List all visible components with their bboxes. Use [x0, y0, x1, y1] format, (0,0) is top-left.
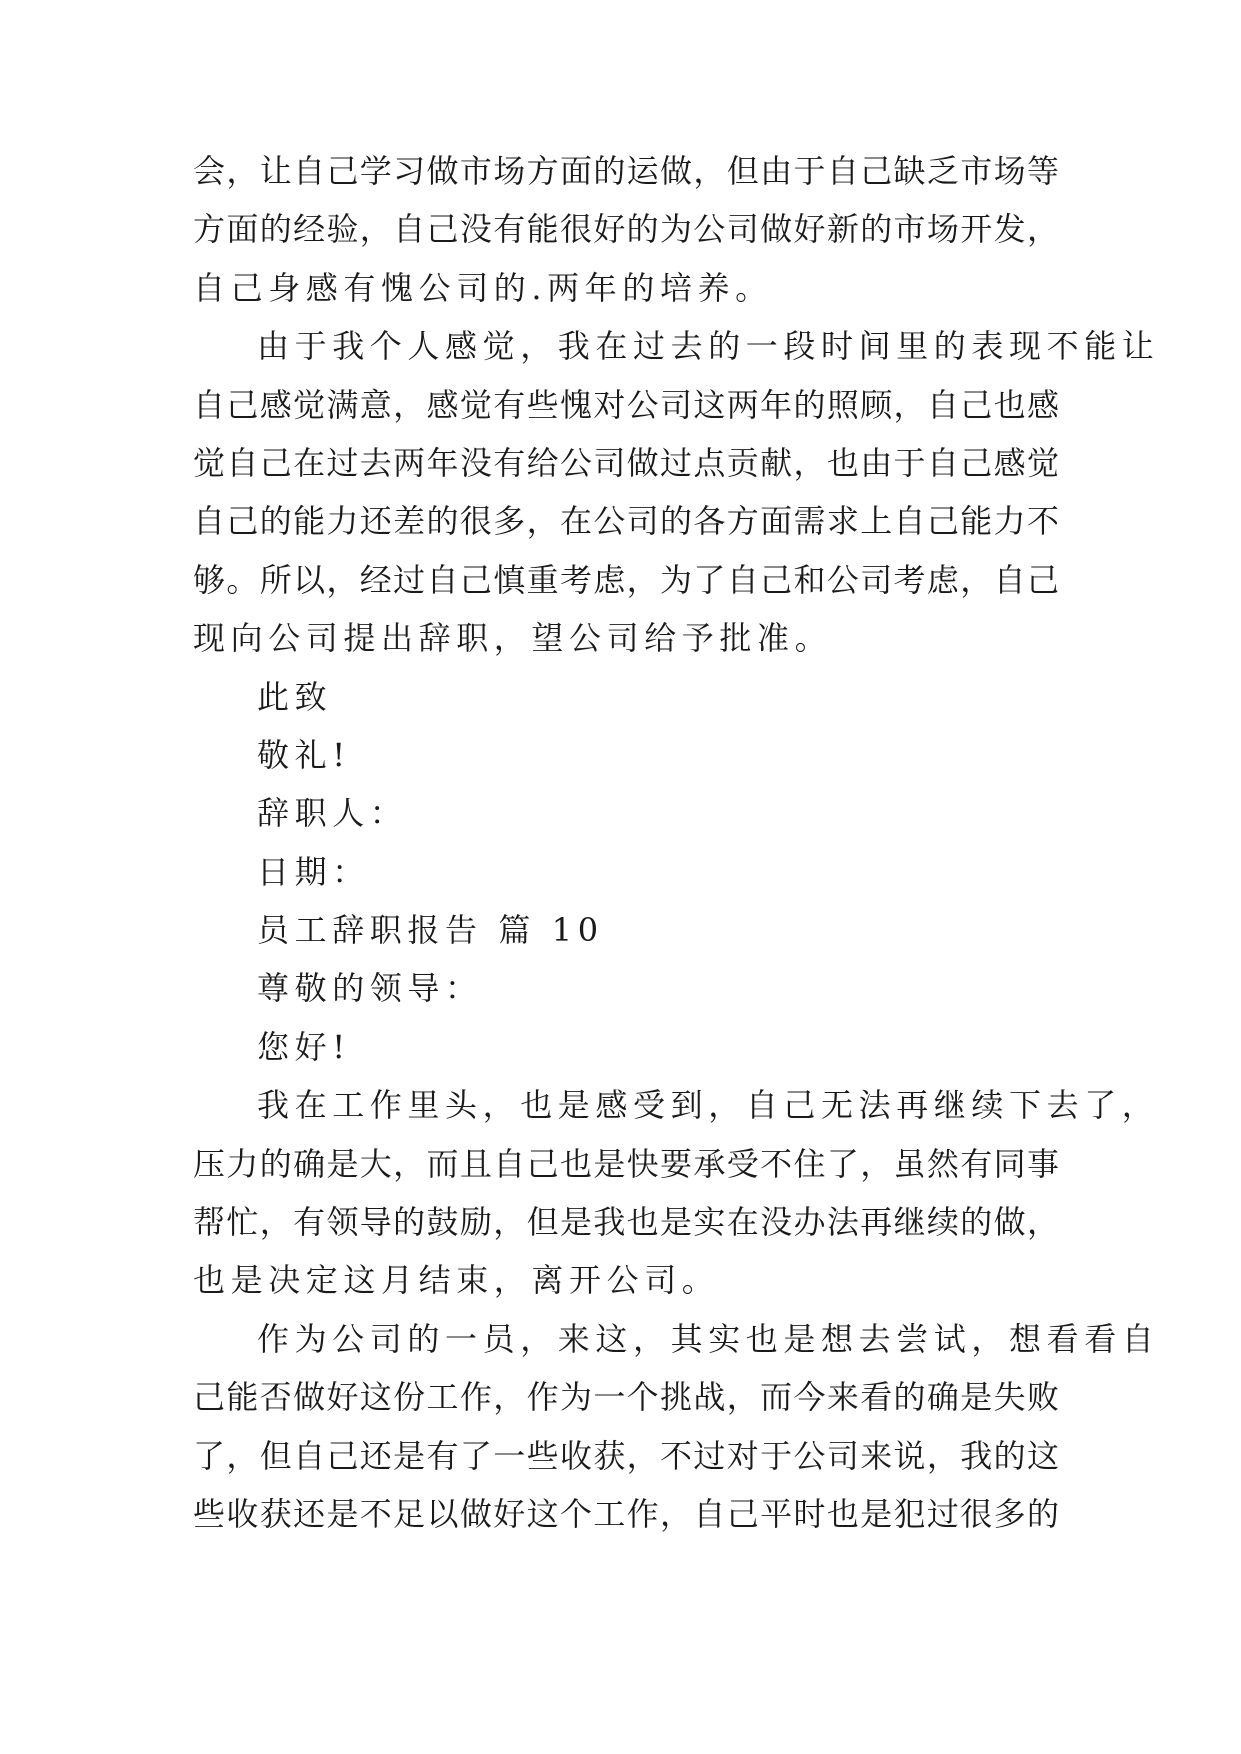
section-heading: 员工辞职报告 篇 10 — [257, 911, 604, 950]
paragraph-start-line: 由于我个人感觉，我在过去的一段时间里的表现不能让 — [257, 327, 1160, 366]
text-line: 觉自己在过去两年没有给公司做过点贡献，也由于自己感觉 — [193, 443, 1059, 482]
text-line: 己能否做好这份工作，作为一个挑战，而今来看的确是失败 — [193, 1378, 1059, 1417]
text-line: 现向公司提出辞职，望公司给予批准。 — [193, 619, 833, 658]
paragraph-start-line: 我在工作里头，也是感受到，自己无法再继续下去了， — [257, 1086, 1160, 1125]
greeting-line: 尊敬的领导： — [257, 969, 483, 1008]
document-body — [193, 142, 1160, 1543]
text-line: 自己身感有愧公司的.两年的培养。 — [193, 268, 773, 307]
text-line: 够。所以，经过自己慎重考虑，为了自己和公司考虑，自己 — [193, 560, 1059, 599]
date-label: 日期： — [257, 852, 370, 891]
text-line: 也是决定这月结束，离开公司。 — [193, 1261, 720, 1300]
text-line: 帮忙，有领导的鼓励，但是我也是实在没办法再继续的做， — [193, 1203, 1059, 1242]
text-line: 些收获还是不足以做好这个工作，自己平时也是犯过很多的 — [193, 1494, 1059, 1533]
text-line: 会，让自己学习做市场方面的运做，但由于自己缺乏市场等 — [193, 152, 1059, 190]
greeting-line: 您好! — [257, 1027, 351, 1066]
text-line: 压力的确是大，而且自己也是快要承受不住了，虽然有同事 — [193, 1144, 1059, 1183]
closing-regards: 敬礼! — [257, 735, 351, 774]
paragraph-start-line: 作为公司的一员，来这，其实也是想去尝试，想看看自 — [257, 1319, 1160, 1358]
closing-salutation: 此致 — [257, 677, 333, 716]
text-line: 了，但自己还是有了一些收获，不过对于公司来说，我的这 — [193, 1436, 1059, 1475]
text-line: 自己的能力还差的很多，在公司的各方面需求上自己能力不 — [193, 502, 1059, 541]
signature-label: 辞职人： — [257, 794, 408, 833]
text-line: 自己感觉满意，感觉有些愧对公司这两年的照顾，自己也感 — [193, 385, 1059, 424]
text-line: 方面的经验，自己没有能很好的为公司做好新的市场开发， — [193, 210, 1059, 249]
